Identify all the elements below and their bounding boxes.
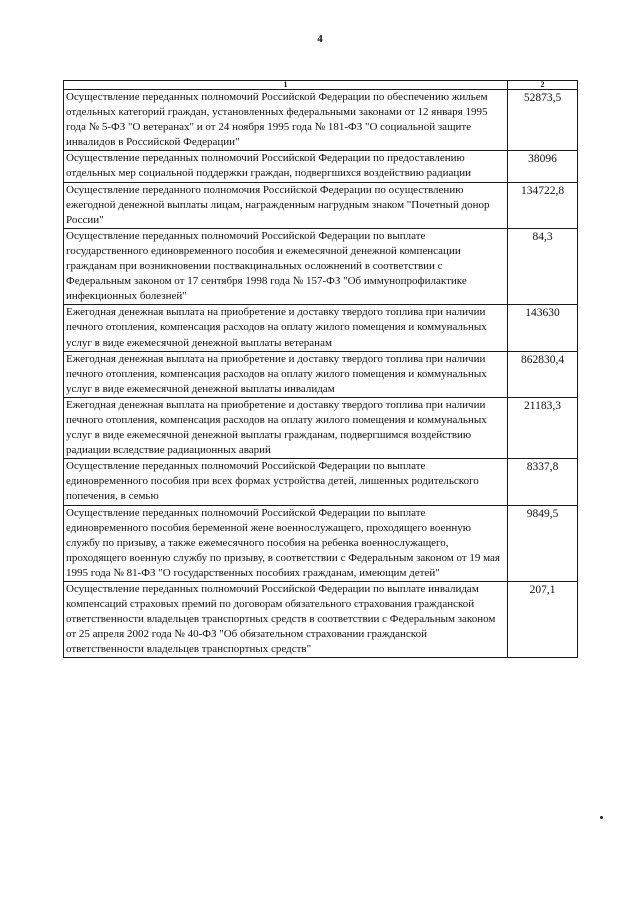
row-description: Осуществление переданных полномочий Российской Федерации по выплате единовременного пособия при всех формах устройства детей, лишенных родительского попечения, в семью [64,459,508,505]
row-description: Ежегодная денежная выплата на приобретение и доставку твердого топлива при наличии печного отопления, компенсация расходов на оплату жилого помещения и коммунальных услуг в виде ежемесячной денежной выплаты гражданам, подвергшимся воздействию радиации вследствие радиационных аварий [64,397,508,458]
row-description: Ежегодная денежная выплата на приобретение и доставку твердого топлива при наличии печного отопления, компенсация расходов на оплату жилого помещения и коммунальных услуг в виде ежемесячной денежной выплаты ветеранам [64,305,508,351]
table-row [64,182,578,228]
row-amount: 9849,5 [508,505,578,581]
row-description: Осуществление переданного полномочия Российской Федерации по осуществлению ежегодной денежной выплаты лицам, награжденным нагрудным знаком "Почетный донор России" [64,182,508,228]
row-amount: 134722,8 [508,182,578,228]
row-amount: 862830,4 [508,351,578,397]
scan-speck [600,816,603,819]
table-row [64,228,578,304]
row-description: Ежегодная денежная выплата на приобретение и доставку твердого топлива при наличии печного отопления, компенсация расходов на оплату жилого помещения и коммунальных услуг в виде ежемесячной денежной выплаты инвалидам [64,351,508,397]
table-row [64,151,578,182]
row-amount: 207,1 [508,582,578,658]
table-row [64,90,578,151]
row-description: Осуществление переданных полномочий Российской Федерации по выплате единовременного пособия беременной жене военнослужащего, проходящего военную службу по призыву, а также ежемесячного пособия на ребенка военнослужащего, проходящего военную службу по призыву, в соответствии с Федеральным законом от 19 мая 1995 года № 81-ФЗ "О государственных пособиях гражданам, имеющим детей" [64,505,508,581]
table-header-row [64,81,578,90]
row-amount: 21183,3 [508,397,578,458]
column-header-2: 2 [508,81,578,90]
row-amount: 52873,5 [508,90,578,151]
row-amount: 8337,8 [508,459,578,505]
row-description: Осуществление переданных полномочий Российской Федерации по предоставлению отдельных мер социальной поддержки граждан, подвергшихся воздействию радиации [64,151,508,182]
row-description: Осуществление переданных полномочий Российской Федерации по выплате государственного единовременного пособия и ежемесячной денежной компенсации гражданам при возникновении поствакцинальных осложнений в соответствии с Федеральным законом от 17 сентября 1998 года № 157-ФЗ "Об иммунопрофилактике инфекционных болезней" [64,228,508,304]
row-description: Осуществление переданных полномочий Российской Федерации по выплате инвалидам компенсаций страховых премий по договорам обязательного страхования гражданской ответственности владельцев транспортных средств в соответствии с Федеральным законом от 25 апреля 2002 года № 40-ФЗ "Об обязательном страховании гражданской ответственности владельцев транспортных средств" [64,582,508,658]
table-row [64,505,578,581]
row-amount: 84,3 [508,228,578,304]
table-row [64,582,578,658]
table-row [64,459,578,505]
table-row [64,351,578,397]
row-description: Осуществление переданных полномочий Российской Федерации по обеспечению жильем отдельных категорий граждан, установленных федеральными законами от 12 января 1995 года № 5-ФЗ "О ветеранах" и от 24 ноября 1995 года № 181-ФЗ "О социальной защите инвалидов в Российской Федерации" [64,90,508,151]
page-number: 4 [317,33,323,45]
row-amount: 38096 [508,151,578,182]
row-amount: 143630 [508,305,578,351]
appropriations-table [63,80,578,658]
table-row [64,305,578,351]
column-header-1: 1 [64,81,508,90]
table-row [64,397,578,458]
